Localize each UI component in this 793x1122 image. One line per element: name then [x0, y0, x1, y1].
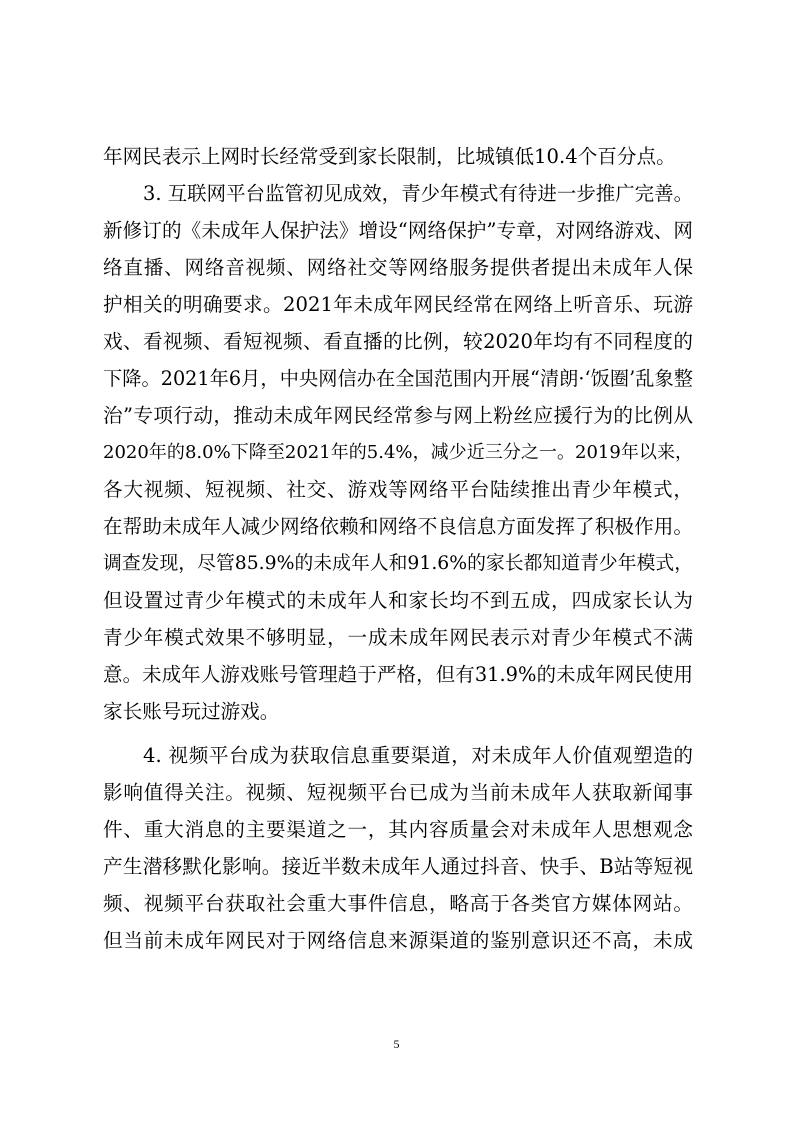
section-heading-4: 4. 视频平台成为获取信息重要渠道，对未成年人价值观塑造的 [143, 744, 693, 767]
text-line: 产生潜移默化影响。接近半数未成年人通过抖音、快手、B站等短视 [103, 855, 693, 878]
paragraph-gap [103, 730, 693, 737]
text-line: 2020年的8.0%下降至2021年的5.4%，减少近三分之一。2019年以来， [103, 442, 693, 463]
text-line: 调查发现，尽管85.9%的未成年人和91.6%的家长都知道青少年模式， [103, 553, 693, 574]
text-line: 家长账号玩过游戏。 [103, 700, 280, 723]
text-line: 下降。2021年6月，中央网信办在全国范围内开展“清朗·‘饭圈’乱象整 [103, 367, 693, 390]
section-heading-3: 3. 互联网平台监管初见成效，青少年模式有待进一步推广完善。 [143, 182, 693, 205]
text-line: 年网民表示上网时长经常受到家长限制，比城镇低10.4个百分点。 [103, 145, 676, 168]
text-line: 戏、看视频、看短视频、看直播的比例，较2020年均有不同程度的 [103, 330, 693, 353]
text-line: 在帮助未成年人减少网络依赖和网络不良信息方面发挥了积极作用。 [103, 515, 693, 538]
text-line: 但当前未成年网民对于网络信息来源渠道的鉴别意识还不高，未成 [103, 929, 693, 952]
text-line: 影响值得关注。视频、短视频平台已成为当前未成年人获取新闻事 [103, 781, 693, 804]
text-line: 青少年模式效果不够明显，一成未成年网民表示对青少年模式不满 [103, 626, 693, 649]
text-line: 频、视频平台获取社会重大事件信息，略高于各类官方媒体网站。 [103, 892, 693, 915]
text-line: 意。未成年人游戏账号管理趋于严格，但有31.9%的未成年网民使用 [103, 663, 693, 686]
text-line: 件、重大消息的主要渠道之一，其内容质量会对未成年人思想观念 [103, 818, 693, 841]
body-text [103, 138, 693, 959]
text-line: 护相关的明确要求。2021年未成年网民经常在网络上听音乐、玩游 [103, 293, 693, 316]
text-line: 络直播、网络音视频、网络社交等网络服务提供者提出未成年人保 [103, 256, 693, 279]
text-line: 新修订的《未成年人保护法》增设“网络保护”专章，对网络游戏、网 [103, 219, 693, 242]
text-line: 各大视频、短视频、社交、游戏等网络平台陆续推出青少年模式， [103, 478, 693, 501]
text-line: 但设置过青少年模式的未成年人和家长均不到五成，四成家长认为 [103, 589, 693, 612]
text-line: 治”专项行动，推动未成年网民经常参与网上粉丝应援行为的比例从 [103, 404, 693, 427]
page-number: 5 [393, 1037, 400, 1051]
